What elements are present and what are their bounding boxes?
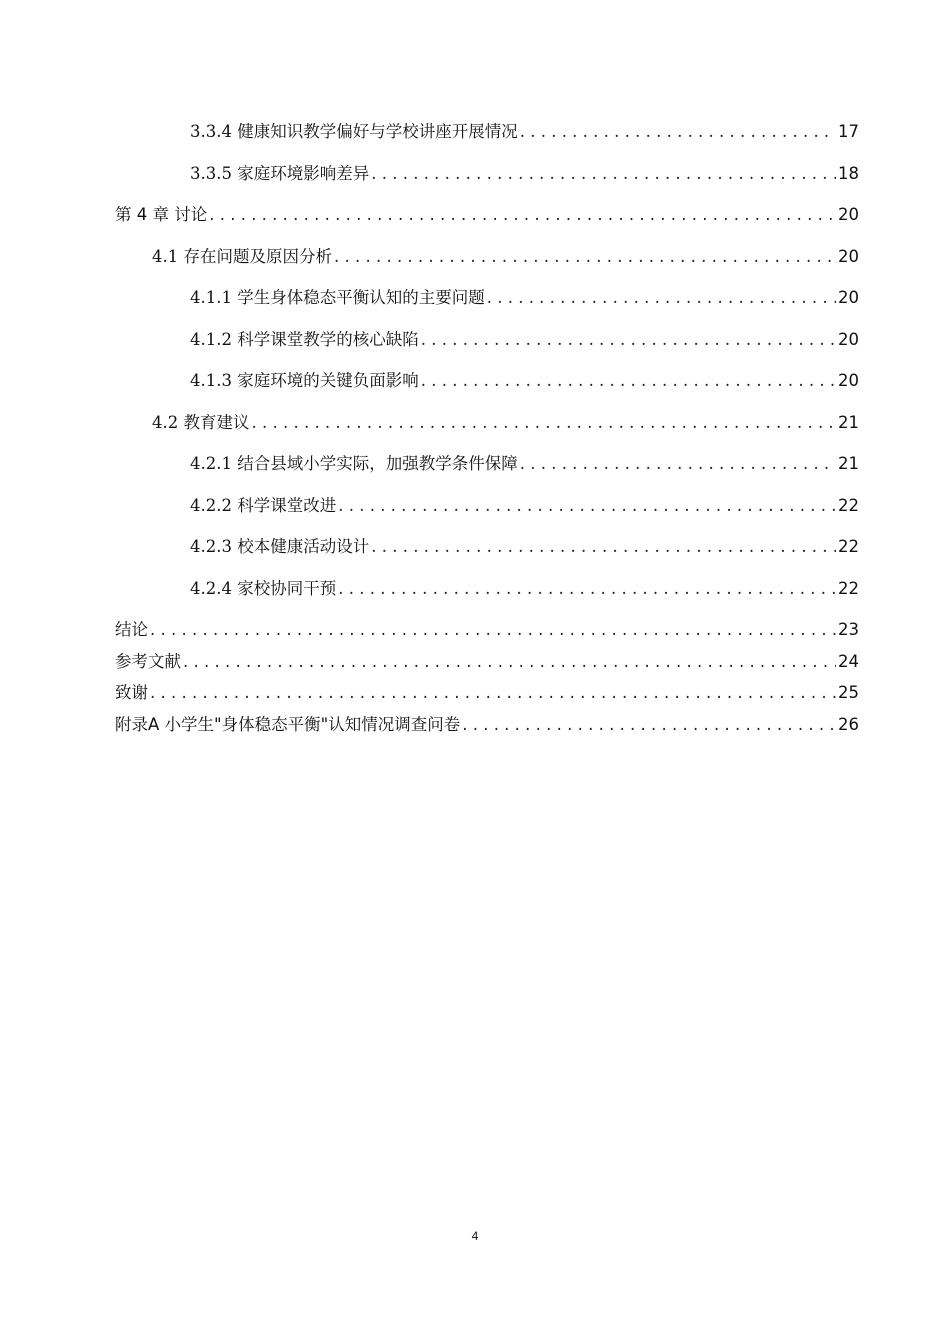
toc-dot-leader: [338, 495, 836, 517]
toc-entry-page: 17: [838, 122, 859, 141]
toc-entry-4-2[interactable]: [152, 412, 859, 434]
toc-entry-page: 20: [838, 205, 859, 224]
toc-entry-page: 20: [838, 330, 859, 349]
toc-entry-4-2-3[interactable]: [190, 536, 859, 558]
toc-entry-page: 18: [838, 164, 859, 183]
toc-dot-leader: [421, 370, 836, 392]
toc-entry-acknowledgements[interactable]: [115, 682, 859, 704]
toc-entry-3-3-5[interactable]: [190, 163, 859, 185]
toc-dot-leader: [252, 412, 837, 434]
toc-dot-leader: [421, 329, 836, 351]
toc-dot-leader: [150, 682, 836, 704]
toc-entry-3-3-4[interactable]: [190, 121, 859, 143]
toc-entry-4-2-4[interactable]: [190, 578, 859, 600]
toc-entry-label: 3.3.4 健康知识教学偏好与学校讲座开展情况: [190, 122, 518, 141]
toc-entry-label: 4.1.3 家庭环境的关键负面影响: [190, 371, 419, 390]
toc-entry-label: 4.1.2 科学课堂教学的核心缺陷: [190, 330, 419, 349]
toc-entry-page: 21: [838, 413, 859, 432]
toc-entry-appendix-a[interactable]: [115, 714, 859, 736]
toc-entry-references[interactable]: [115, 651, 859, 673]
toc-entry-label: 4.2.1 结合县域小学实际，加强教学条件保障: [190, 454, 518, 473]
toc-entry-page: 24: [838, 652, 859, 671]
toc-entry-label: 附录A 小学生"身体稳态平衡"认知情况调查问卷: [115, 715, 461, 734]
toc-entry-4-1-1[interactable]: [190, 287, 859, 309]
toc-entry-label: 致谢: [115, 683, 148, 702]
toc-entry-4-1-2[interactable]: [190, 329, 859, 351]
toc-dot-leader: [338, 578, 836, 600]
toc-entry-page: 25: [838, 683, 859, 702]
toc-entry-label: 3.3.5 家庭环境影响差异: [190, 164, 370, 183]
toc-entry-label: 4.2.3 校本健康活动设计: [190, 537, 370, 556]
toc-entry-page: 22: [838, 579, 859, 598]
toc-dot-leader: [183, 651, 836, 673]
toc-dot-leader: [334, 246, 836, 268]
toc-dot-leader: [487, 287, 836, 309]
toc-entry-page: 20: [838, 371, 859, 390]
toc-entry-4-2-1[interactable]: [190, 453, 859, 475]
toc-entry-page: 21: [838, 454, 859, 473]
toc-entry-chapter-4[interactable]: [115, 204, 859, 226]
toc-entry-4-1-3[interactable]: [190, 370, 859, 392]
toc-entry-page: 20: [838, 288, 859, 307]
toc-entry-label: 参考文献: [115, 652, 181, 671]
toc-dot-leader: [371, 536, 836, 558]
toc-entry-4-1[interactable]: [152, 246, 859, 268]
toc-entry-label: 结论: [115, 620, 148, 639]
toc-entry-label: 4.2.4 家校协同干预: [190, 579, 337, 598]
toc-entry-page: 26: [838, 715, 859, 734]
toc-entry-label: 4.1.1 学生身体稳态平衡认知的主要问题: [190, 288, 485, 307]
toc-entry-label: 第 4 章 讨论: [115, 205, 208, 224]
toc-entry-label: 4.1 存在问题及原因分析: [152, 247, 332, 266]
toc-dot-leader: [520, 453, 836, 475]
toc-dot-leader: [462, 714, 836, 736]
toc-dot-leader: [150, 619, 836, 641]
toc-entry-label: 4.2 教育建议: [152, 413, 250, 432]
toc-entry-page: 23: [838, 620, 859, 639]
toc-entry-label: 4.2.2 科学课堂改进: [190, 496, 337, 515]
page-number: 4: [471, 1229, 479, 1243]
toc-dot-leader: [520, 121, 836, 143]
toc-dot-leader: [209, 204, 836, 226]
toc-entry-conclusion[interactable]: [115, 619, 859, 641]
toc-entry-page: 20: [838, 247, 859, 266]
toc-dot-leader: [371, 163, 836, 185]
toc-entry-page: 22: [838, 537, 859, 556]
toc-entry-page: 22: [838, 496, 859, 515]
toc-entry-4-2-2[interactable]: [190, 495, 859, 517]
